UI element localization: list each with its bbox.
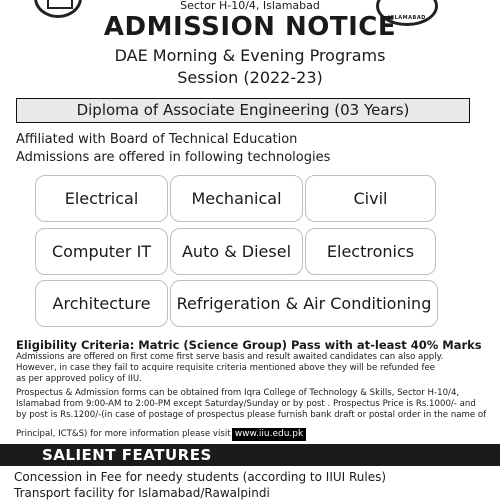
tech-refrigeration-ac: Refrigeration & Air Conditioning: [170, 280, 438, 327]
feature-item: Concession in Fee for needy students (according to IIUI Rules): [14, 470, 387, 484]
details-line: as per approved policy of IIU.: [16, 374, 142, 384]
tech-electrical: Electrical: [35, 175, 168, 222]
details-line: Admissions are offered on first come first serve basis and result awaited candidates can also apply.: [16, 352, 444, 362]
details-line: Principal, ICT&S) for more information please visit: [16, 429, 231, 439]
details-line: However, in case they fail to acquire requisite criteria mentioned above they will be refunded fee: [16, 363, 436, 373]
diploma-banner: Diploma of Associate Engineering (03 Years): [16, 98, 470, 123]
tech-civil: Civil: [305, 175, 436, 222]
college-address: Sector H-10/4, Islamabad: [180, 0, 320, 12]
feature-item: Transport facility for Islamabad/Rawalpindi: [14, 486, 270, 500]
tech-electronics: Electronics: [305, 228, 436, 275]
notice-title: ADMISSION NOTICE: [103, 12, 397, 42]
tech-computer-it: Computer IT: [35, 228, 168, 275]
eligibility-criteria: Eligibility Criteria: Matric (Science Group) Pass with at-least 40% Marks: [16, 338, 482, 352]
details-line: by post is Rs.1200/-(in case of postage of prospectus please furnish bank draft or postal order in the name of: [16, 410, 487, 420]
affiliation-text: Affiliated with Board of Technical Education: [16, 132, 298, 147]
tech-mechanical: Mechanical: [170, 175, 303, 222]
tech-architecture: Architecture: [35, 280, 168, 327]
details-line: Islamabad from 9:00-AM to 2:00-PM except Saturday/Sunday or by post . Prospectus Price is Rs.1000/- and: [16, 399, 476, 409]
tech-auto-diesel: Auto & Diesel: [170, 228, 303, 275]
salient-features-heading: SALIENT FEATURES: [0, 444, 500, 466]
seal-text: ISLAMABAD: [388, 15, 426, 21]
session-subtitle: Session (2022-23): [177, 68, 323, 87]
programs-subtitle: DAE Morning & Evening Programs: [114, 46, 386, 65]
technologies-intro-text: Admissions are offered in following technologies: [16, 150, 331, 165]
details-line: Prospectus & Admission forms can be obtained from Iqra College of Technology & Skills, Sector H-10/4,: [16, 388, 460, 398]
website-link[interactable]: www.iiu.edu.pk: [232, 428, 306, 441]
